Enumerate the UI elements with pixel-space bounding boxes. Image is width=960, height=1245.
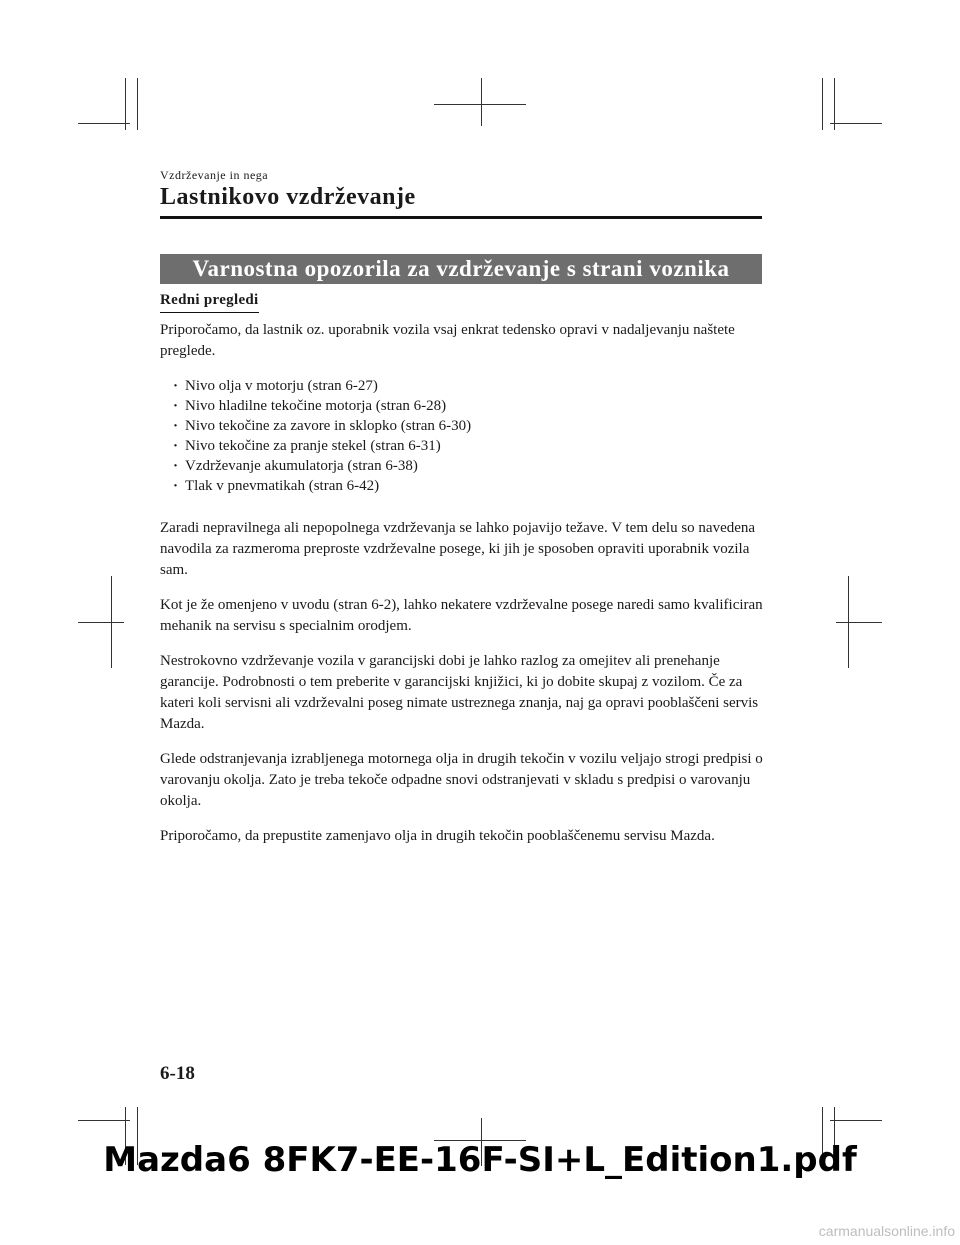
body-paragraph: Nestrokovno vzdrževanje vozila v garancijski dobi je lahko razlog za omejitev ali prenehanje garancije. Podrobnosti o tem preberite v garancijski knjižici, ki jo dobite skupaj z vozilom. Če za kateri koli servisni ali vzdrževalni poseg nimate ustreznega znanja, naj ga opravi pooblaščeni servis Mazda.	[160, 653, 759, 732]
checklist-item: · Nivo hladilne tekočine motorja (stran 6-28)	[173, 396, 765, 416]
body-paragraph: Glede odstranjevanja izrabljenega motornega olja in drugih tekočin v vozilu veljajo strogi predpisi o varovanju okolja. Zato je treba tekoče odpadne snovi odstranjevati v skladu s predpisi o varovanju okolja.	[160, 751, 763, 809]
body-paragraph: Zaradi nepravilnega ali nepopolnega vzdrževanja se lahko pojavijo težave. V tem delu so navedena navodila za razmeroma preproste vzdrževalne posege, ki jih je sposoben opraviti uporabnik vozila sam.	[160, 520, 756, 578]
checklist-item: · Vzdrževanje akumulatorja (stran 6-38)	[173, 456, 765, 476]
body-content	[160, 320, 765, 861]
checklist-item: · Nivo tekočine za pranje stekel (stran 6-31)	[173, 436, 765, 456]
watermark: carmanualsonline.info	[818, 1223, 955, 1239]
checklist-item: · Nivo olja v motorju (stran 6-27)	[173, 376, 765, 396]
checklist-item: · Tlak v pnevmatikah (stran 6-42)	[173, 476, 765, 496]
page-number: 6-18	[160, 1063, 195, 1084]
checklist-item: · Nivo tekočine za zavore in sklopko (stran 6-30)	[173, 416, 765, 436]
section-label: Vzdrževanje in nega	[160, 168, 269, 182]
intro-paragraph: Priporočamo, da lastnik oz. uporabnik vozila vsaj enkrat tedensko opravi v nadaljevanju naštete preglede.	[160, 322, 735, 359]
page-title: Lastnikovo vzdrževanje	[160, 184, 416, 210]
footer-filename: Mazda6 8FK7-EE-16F-SI+L_Edition1.pdf	[103, 1140, 857, 1180]
section-banner: Varnostna opozorila za vzdrževanje s strani voznika	[160, 254, 762, 284]
title-rule	[160, 216, 762, 219]
checklist	[160, 376, 765, 496]
body-paragraph: Priporočamo, da prepustite zamenjavo olja in drugih tekočin pooblaščenemu servisu Mazda.	[160, 828, 715, 844]
subheading: Redni pregledi	[160, 292, 259, 313]
body-paragraph: Kot je že omenjeno v uvodu (stran 6-2), lahko nekatere vzdrževalne posege naredi samo kvalificiran mehanik na servisu s specialnim orodjem.	[160, 597, 763, 634]
